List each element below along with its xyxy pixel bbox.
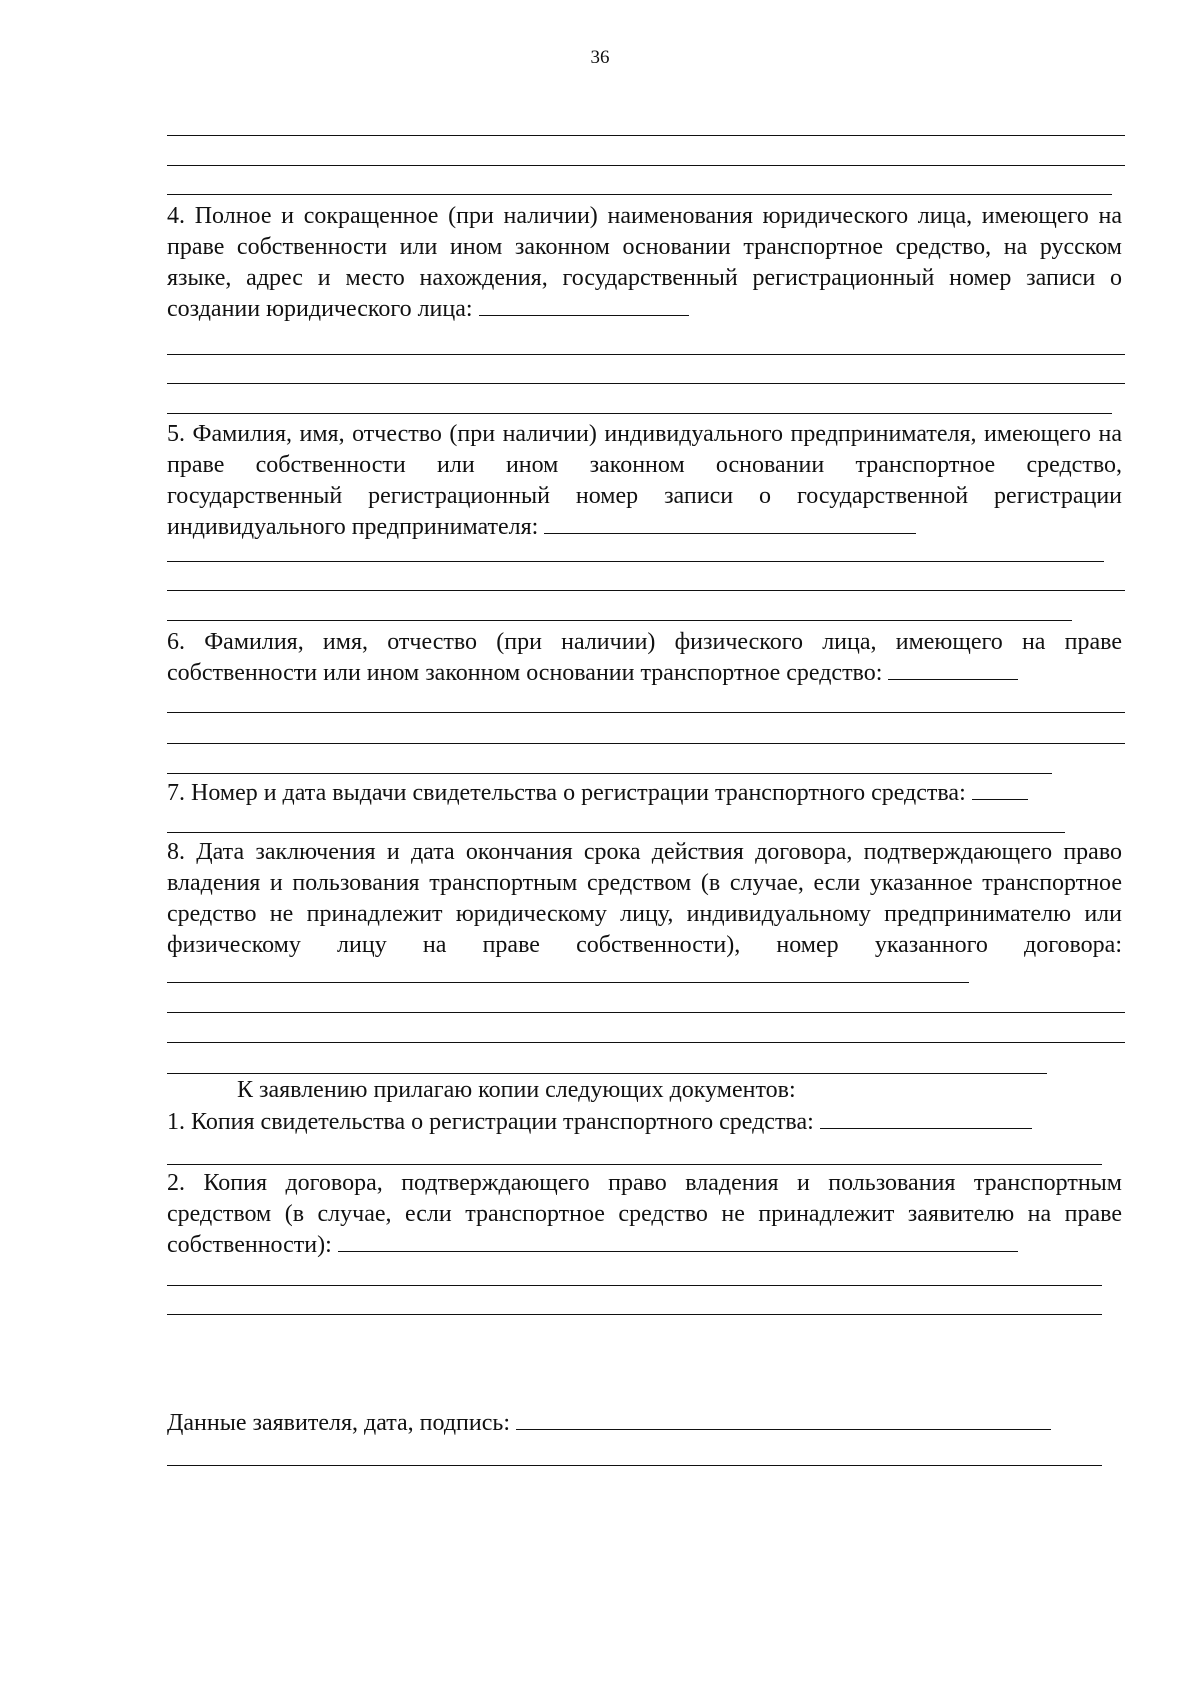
attachment-2-text: 2. Копия договора, подтверждающего право владения и пользования транспортным средством (в случае, если транспортное средство не принадлежит заявителю на праве собственности): [167, 1170, 1122, 1258]
signature-fill-line[interactable] [516, 1411, 1051, 1430]
blank-line[interactable] [167, 135, 1125, 136]
attachment-1 [167, 1107, 1032, 1138]
blank-line[interactable] [167, 1073, 1047, 1074]
item-7-text: 7. Номер и дата выдачи свидетельства о регистрации транспортного средства: [167, 780, 966, 806]
blank-line[interactable] [167, 1465, 1102, 1466]
blank-line[interactable] [167, 712, 1125, 713]
blank-line[interactable] [167, 194, 1112, 195]
blank-line[interactable] [167, 1042, 1125, 1043]
item-5-text: 5. Фамилия, имя, отчество (при наличии) индивидуального предпринимателя, имеющего на праве собственности или ином законном основании транспортное средство, государственный регистрационный номер записи о государственной регистрации индивидуального предпринимателя: [167, 421, 1122, 540]
blank-line[interactable] [167, 383, 1125, 384]
attachment-1-text: 1. Копия свидетельства о регистрации транспортного средства: [167, 1109, 814, 1135]
item-8-contract [167, 837, 1122, 992]
blank-line[interactable] [167, 1012, 1125, 1013]
item-5-fill-line[interactable] [544, 515, 916, 534]
item-4-fill-line[interactable] [479, 297, 689, 316]
item-7-fill-line[interactable] [972, 781, 1028, 800]
attachments-intro: К заявлению прилагаю копии следующих документов: [237, 1077, 796, 1103]
item-6-text: 6. Фамилия, имя, отчество (при наличии) физического лица, имеющего на праве собственности или ином законном основании транспортное средство: [167, 629, 1122, 686]
item-8-text: 8. Дата заключения и дата окончания срока действия договора, подтверждающего право владения и пользования транспортным средством (в случае, если указанное транспортное средство не принадлежит юридическому лицу, индивидуальному предпринимателю или физическому лицу на праве собственности), номер указанного договора: [167, 839, 1122, 958]
blank-line[interactable] [167, 743, 1125, 744]
blank-line[interactable] [167, 561, 1104, 562]
item-6-individual [167, 627, 1122, 689]
item-5-entrepreneur [167, 419, 1122, 543]
blank-line[interactable] [167, 1314, 1102, 1315]
page-number: 36 [590, 47, 610, 68]
signature-label: Данные заявителя, дата, подпись: [167, 1410, 510, 1436]
applicant-signature [167, 1408, 1051, 1439]
item-4-legal-entity [167, 201, 1122, 325]
blank-line[interactable] [167, 413, 1112, 414]
blank-line[interactable] [167, 620, 1072, 621]
blank-line[interactable] [167, 165, 1125, 166]
item-7-registration-certificate [167, 778, 1028, 809]
attachment-1-fill-line[interactable] [820, 1110, 1032, 1129]
attachment-2 [167, 1168, 1122, 1261]
blank-line[interactable] [167, 1164, 1102, 1165]
blank-line[interactable] [167, 590, 1125, 591]
item-8-fill-line[interactable] [167, 964, 969, 983]
blank-line[interactable] [167, 832, 1065, 833]
attachment-2-fill-line[interactable] [338, 1233, 1018, 1252]
item-4-text: 4. Полное и сокращенное (при наличии) наименования юридического лица, имеющего на праве собственности или ином законном основании транспортное средство, на русском языке, адрес и место нахождения, государственный регистрационный номер записи о создании юридического лица: [167, 203, 1122, 322]
blank-line[interactable] [167, 354, 1125, 355]
blank-line[interactable] [167, 773, 1052, 774]
item-6-fill-line[interactable] [888, 661, 1018, 680]
blank-line[interactable] [167, 1285, 1102, 1286]
